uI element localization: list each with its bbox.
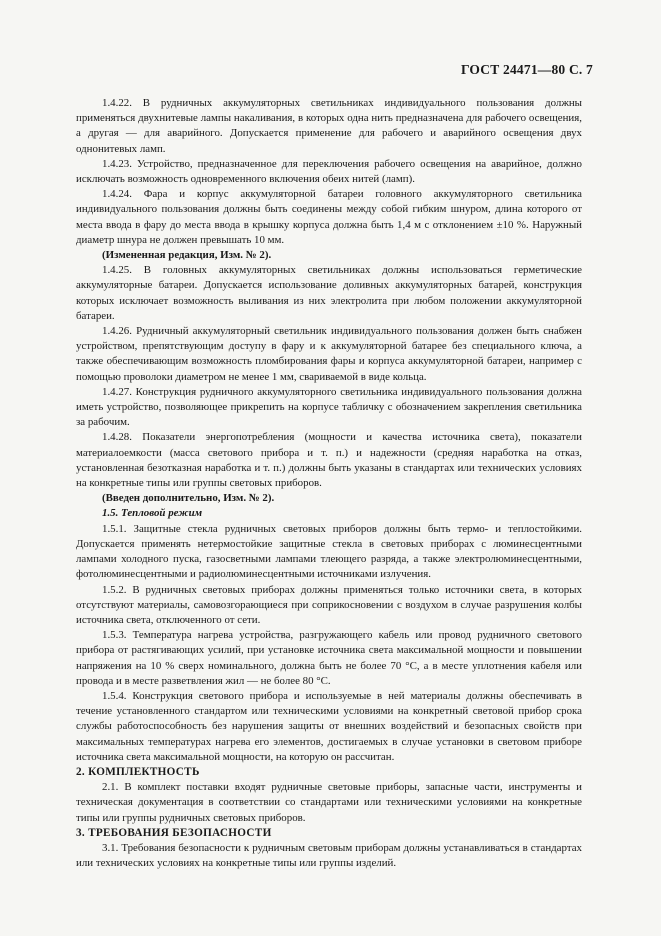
section-3-title: 3. ТРЕБОВАНИЯ БЕЗОПАСНОСТИ [76,826,272,839]
paragraph-1-4-23: 1.4.23. Устройство, предназначенное для переключения рабочего освещения на аварийное, должно исключать возможность одновременного включения обеих нитей (ламп). [76,157,582,186]
paragraph-1-5-4: 1.5.4. Конструкция светового прибора и используемые в ней материалы должны обеспечивать в течение установленного стандартом или техническими условиями на конкретный световой прибор срока службы работоспособность без нарушения защиты от внешних воздействий и безопасных свойств при максимальных температурах нагрева его элементов, достигаемых в случае установки в световом приборе источника света максимальной мощности, на которую он рассчитан. [76,689,582,763]
amendment-note-1: (Измененная редакция, Изм. № 2). [102,249,272,262]
paragraph-1-4-25: 1.4.25. В головных аккумуляторных светильниках должны использоваться герметические аккумуляторные батареи. Допускается использование доливных аккумуляторных батарей, конструкция которых исключает возможность выливания из них электролита при любом положении аккумуляторной батареи. [76,264,582,322]
paragraph-1-5-1: 1.5.1. Защитные стекла рудничных световых приборов должны быть термо- и теплостойкими. Допускается применять нетермостойкие защитные стекла в световых приборах с люминесцентными лампами холодного пуска, газосветными лампами тлеющего разряда, а также электролюминесцентными, фотолюминесцентными и радиолюминесцентными источниками излучения. [76,522,582,581]
paragraph-1-4-27: 1.4.27. Конструкция рудничного аккумуляторного светильника индивидуального пользования должна иметь устройство, позволяющее прикрепить на корпусе табличку с обозначением закрепления светильника за рабочим. [76,385,582,429]
paragraph-2-1: 2.1. В комплект поставки входят рудничные световые приборы, запасные части, инструменты и техническая документация в соответствии со стандартами или техническими условиями на конкретные типы или группы рудничных световых приборов. [76,781,582,824]
document-body [76,96,582,871]
page-header: ГОСТ 24471—80 С. 7 [460,62,593,77]
paragraph-1-4-24: 1.4.24. Фара и корпус аккумуляторной батареи головного аккумуляторного светильника индивидуального пользования должны быть соединены между собой гибким шнуром, длина которого от места ввода в фару до места ввода в крышку корпуса должна быть 1,4 м с отклонением ±10 %. Наружный диаметр шнура не должен превышать 10 мм. [76,188,582,246]
section-2-title: 2. КОМПЛЕКТНОСТЬ [76,765,200,778]
paragraph-1-4-22: 1.4.22. В рудничных аккумуляторных светильниках индивидуального пользования должны применяться двухнитевые лампы накаливания, в которых одна нить предназначена для рабочего освещения, а другая — для аварийного. Допускается применение для рабочего и аварийного освещения двух однонитевых ламп. [76,97,582,155]
paragraph-1-4-28: 1.4.28. Показатели энергопотребления (мощности и качества источника света), показатели материалоемкости (масса светового прибора и т. п.) и надежности (средняя наработка на отказ, установленная безотказная наработка и т. п.) должны быть указаны в стандартах или технических условиях на конкретные типы или группы световых приборов. [76,431,582,490]
amendment-note-2: (Введен дополнительно, Изм. № 2). [102,492,275,505]
paragraph-1-5-2: 1.5.2. В рудничных световых приборах должны применяться только источники света, в которых отсутствуют материалы, самовозгорающиеся при соприкосновении с воздухом в случае разрушения колбы источника света, отключенного от сети. [76,583,582,626]
paragraph-1-5-3: 1.5.3. Температура нагрева устройства, разгружающего кабель или провод рудничного светового прибора от растягивающих усилий, при установке источника света максимальной мощности и повышении напряжения на 10 % сверх номинального, должна быть не более 70 °С, а в месте уплотнения кабеля или провода и в месте разветвления жил — не более 80 °С. [76,629,582,687]
paragraph-3-1: 3.1. Требования безопасности к рудничным световым приборам должны устанавливаться в стандартах или технических условиях на конкретные типы или группы изделий. [76,841,582,870]
paragraph-1-4-26: 1.4.26. Рудничный аккумуляторный светильник индивидуального пользования должен быть снабжен устройством, препятствующим доступу в фару и к аккумуляторной батарее без специального ключа, а также обеспечивающим возможность пломбирования фары и корпуса аккумуляторной батареи, например с помощью проволоки диаметром не менее 1 мм, свариваемой в виде кольца. [76,325,582,383]
subsection-heading-1-5: 1.5. Тепловой режим [102,507,203,520]
